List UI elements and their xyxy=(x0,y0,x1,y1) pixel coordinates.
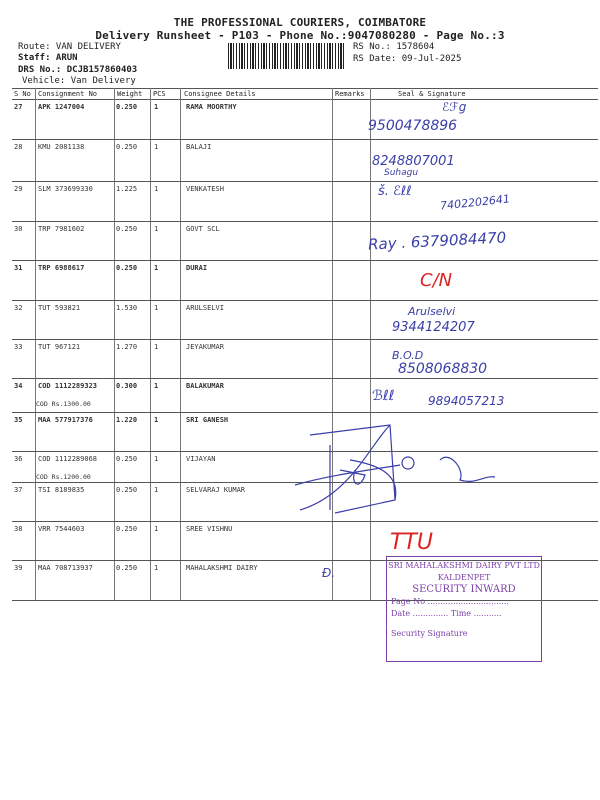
route-label: Route: VAN DELIVERY xyxy=(18,42,121,52)
col-divider xyxy=(114,88,115,600)
drs-number: DRS No.: DCJB157860403 xyxy=(18,65,138,75)
row-consignee: GOVT SCL xyxy=(186,225,220,233)
row-weight: 0.250 xyxy=(116,455,138,463)
row-serial-number: 28 xyxy=(14,143,23,151)
row-weight: 0.250 xyxy=(116,486,138,494)
row-pcs: 1 xyxy=(154,416,159,424)
handwritten-phone: Ray . 6379084470 xyxy=(367,228,507,254)
table-header-border xyxy=(12,99,598,100)
row-consignment-number: MAA 708713937 xyxy=(38,564,93,572)
row-pcs: 1 xyxy=(154,486,159,494)
row-consignment-number: TUT 593821 xyxy=(38,304,81,312)
rs-number: RS No.: 1578604 xyxy=(353,42,435,52)
signature-scribble: Ɖ. xyxy=(322,566,336,580)
row-divider xyxy=(12,260,598,261)
row-divider xyxy=(12,221,598,222)
row-consignment-number: TRP 7981602 xyxy=(38,225,85,233)
row-weight: 0.250 xyxy=(116,564,138,572)
row-weight: 1.530 xyxy=(116,304,138,312)
col-header-remarks: Remarks xyxy=(335,90,365,98)
row-pcs: 1 xyxy=(154,382,159,390)
row-consignment-number: COD 1112289323 xyxy=(38,382,98,390)
row-pcs: 1 xyxy=(154,304,159,312)
row-divider xyxy=(12,300,598,301)
handwritten-remark: C/N xyxy=(420,270,453,291)
scribble-stroke xyxy=(295,425,400,513)
scribble-stroke xyxy=(402,457,414,469)
row-consignee: ARULSELVI xyxy=(186,304,224,312)
row-serial-number: 32 xyxy=(14,304,23,312)
handwritten-remark: TTU xyxy=(390,530,433,555)
row-serial-number: 34 xyxy=(14,382,23,390)
row-weight: 0.250 xyxy=(116,225,138,233)
signature-scribble: ℰℱg xyxy=(442,100,467,114)
handwritten-name: Suhagu xyxy=(384,168,419,178)
row-weight: 1.270 xyxy=(116,343,138,351)
row-serial-number: 27 xyxy=(14,103,23,111)
handwritten-name: Arulselvi xyxy=(408,305,456,318)
row-serial-number: 39 xyxy=(14,564,23,572)
row-consignee: DURAI xyxy=(186,264,208,272)
table-top-border xyxy=(12,88,598,89)
stamp-signature-field: Security Signature xyxy=(391,629,468,638)
barcode xyxy=(228,43,346,69)
row-consignee: SRI GANESH xyxy=(186,416,229,424)
signature-scribble: ℬℓℓ xyxy=(372,388,395,404)
runsheet-subtitle: Delivery Runsheet - P103 - Phone No.:9047080280 - Page No.:3 xyxy=(95,29,505,42)
row-serial-number: 35 xyxy=(14,416,23,424)
col-header-weight: Weight xyxy=(117,90,143,98)
col-header-seal: Seal & Signature xyxy=(398,90,466,98)
row-pcs: 1 xyxy=(154,264,159,272)
row-consignment-number: KMU 2081138 xyxy=(38,143,85,151)
handwritten-phone: 7402202641 xyxy=(439,192,511,213)
row-weight: 1.220 xyxy=(116,416,138,424)
handwritten-phone: 9500478896 xyxy=(368,118,458,134)
row-consignment-number: SLM 373699330 xyxy=(38,185,93,193)
row-consignee: SELVARAJ KUMAR xyxy=(186,486,246,494)
row-consignment-number: TRP 6988617 xyxy=(38,264,85,272)
row-divider xyxy=(12,412,598,413)
handwritten-phone: 9894057213 xyxy=(428,394,505,408)
handwritten-phone: 8508068830 xyxy=(398,361,488,377)
row-weight: 1.225 xyxy=(116,185,138,193)
row-pcs: 1 xyxy=(154,525,159,533)
row-consignment-number: TSI 8189835 xyxy=(38,486,85,494)
col-header-consignee: Consignee Details xyxy=(184,90,256,98)
stamp-location: KALDENPET xyxy=(437,573,491,582)
col-header-sno: S No xyxy=(14,90,31,98)
security-inward-stamp xyxy=(386,556,542,662)
signature-scribble xyxy=(290,415,510,525)
col-divider xyxy=(180,88,181,600)
row-pcs: 1 xyxy=(154,564,159,572)
row-divider xyxy=(12,378,598,379)
col-divider xyxy=(35,88,36,600)
row-serial-number: 33 xyxy=(14,343,23,351)
col-header-pcs: PCS xyxy=(153,90,166,98)
row-consignee: MAHALAKSHMI DAIRY xyxy=(186,564,258,572)
row-pcs: 1 xyxy=(154,143,159,151)
row-pcs: 1 xyxy=(154,343,159,351)
vehicle-label: Vehicle: Van Delivery xyxy=(22,76,136,86)
stamp-heading: SECURITY INWARD xyxy=(412,584,516,595)
row-serial-number: 38 xyxy=(14,525,23,533)
scribble-stroke xyxy=(440,457,495,481)
handwritten-remark: B.O.D xyxy=(392,349,424,362)
handwritten-phone: 9344124207 xyxy=(392,320,475,335)
row-divider xyxy=(12,139,598,140)
stamp-company: SRI MAHALAKSHMI DAIRY PVT LTD xyxy=(388,561,540,570)
rs-date: RS Date: 09-Jul-2025 xyxy=(353,54,462,64)
row-consignment-number: COD 1112289068 xyxy=(38,455,98,463)
row-consignee: RAMA MOORTHY xyxy=(186,103,237,111)
row-consignee: SREE VISHNU xyxy=(186,525,233,533)
row-weight: 0.300 xyxy=(116,382,138,390)
row-consignment-number: MAA 577917376 xyxy=(38,416,93,424)
row-pcs: 1 xyxy=(154,103,159,111)
row-consignee: VENKATESH xyxy=(186,185,224,193)
row-weight: 0.250 xyxy=(116,525,138,533)
row-pcs: 1 xyxy=(154,185,159,193)
row-consignee: JEYAKUMAR xyxy=(186,343,224,351)
row-serial-number: 31 xyxy=(14,264,23,272)
row-consignee: VIJAYAN xyxy=(186,455,216,463)
company-title: THE PROFESSIONAL COURIERS, COIMBATORE xyxy=(173,16,427,29)
handwritten-phone: 8248807001 xyxy=(372,154,455,169)
row-pcs: 1 xyxy=(154,455,159,463)
row-weight: 0.250 xyxy=(116,103,138,111)
row-serial-number: 29 xyxy=(14,185,23,193)
col-header-consignment: Consignment No xyxy=(38,90,98,98)
row-cod-amount: COD Rs.1300.00 xyxy=(36,400,91,408)
row-pcs: 1 xyxy=(154,225,159,233)
row-consignment-number: VRR 7544603 xyxy=(38,525,85,533)
row-weight: 0.250 xyxy=(116,264,138,272)
row-weight: 0.250 xyxy=(116,143,138,151)
row-consignee: BALAKUMAR xyxy=(186,382,224,390)
row-consignee: BALAJI xyxy=(186,143,212,151)
row-serial-number: 37 xyxy=(14,486,23,494)
row-divider xyxy=(12,339,598,340)
signature-scribble: š. ℰℓℓ xyxy=(378,184,412,199)
row-consignment-number: APK 1247004 xyxy=(38,103,85,111)
row-serial-number: 30 xyxy=(14,225,23,233)
row-divider xyxy=(12,181,598,182)
stamp-page-field: Page No ................................ xyxy=(391,597,509,606)
stamp-date-field: Date .............. Time ........... xyxy=(391,609,502,618)
row-serial-number: 36 xyxy=(14,455,23,463)
col-divider xyxy=(150,88,151,600)
row-consignment-number: TUT 967121 xyxy=(38,343,81,351)
row-cod-amount: COD Rs.1200.00 xyxy=(36,473,91,481)
staff-label: Staff: ARUN xyxy=(18,53,78,63)
